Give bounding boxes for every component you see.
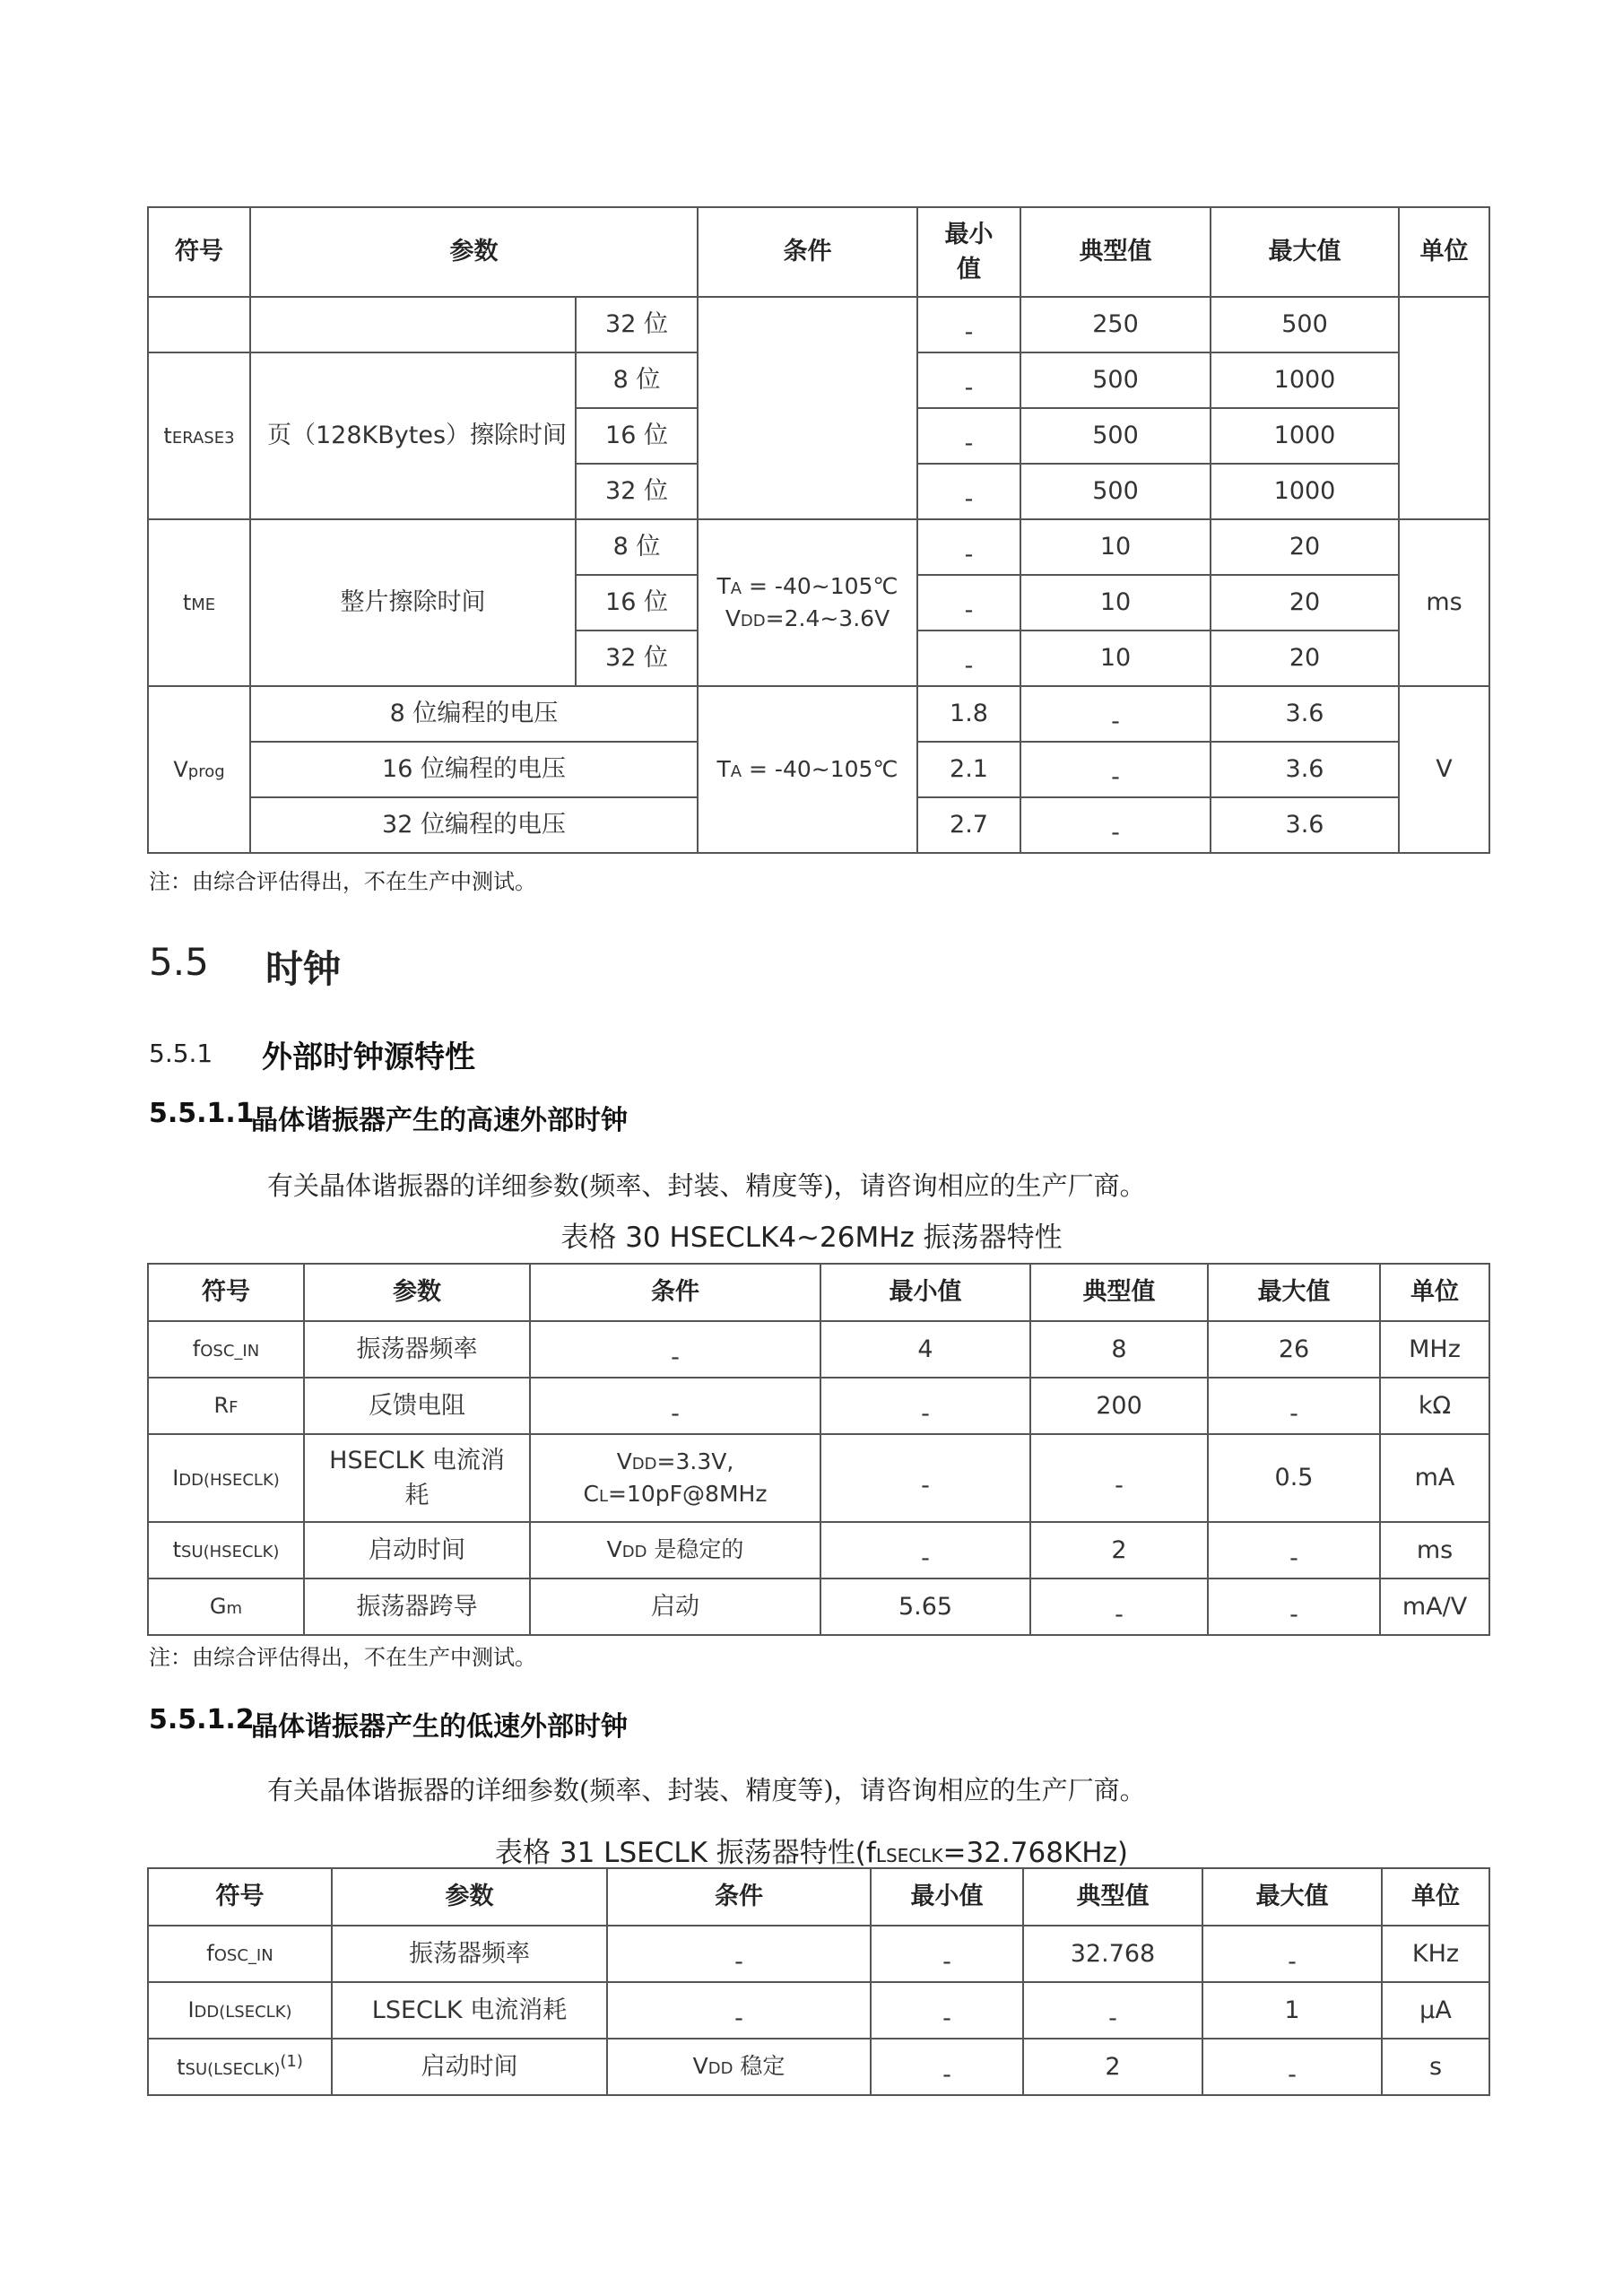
cond-cell: - (530, 1321, 820, 1378)
header-min: 最小值 (871, 1868, 1023, 1926)
min-cell: - (820, 1378, 1030, 1434)
typ-cell: 250 (1020, 297, 1211, 352)
typ-cell: 10 (1020, 575, 1211, 631)
max-cell: 1000 (1211, 352, 1399, 408)
typ-cell: 500 (1020, 408, 1211, 464)
max-cell: - (1202, 2039, 1382, 2095)
bits-cell: 8 位 (576, 352, 698, 408)
table-header-row (148, 207, 1489, 297)
param-cell: 振荡器跨导 (304, 1578, 530, 1635)
caption-table-31: 表格 31 LSECLK 振荡器特性(fLSECLK=32.768KHz) (495, 1837, 1128, 1869)
unit-v: V (1399, 686, 1489, 853)
param-cell: 16 位编程的电压 (250, 742, 698, 797)
symbol-cell: RF (148, 1378, 304, 1434)
symbol-cell: Gm (148, 1578, 304, 1635)
paragraph-1: 有关晶体谐振器的详细参数(频率、封装、精度等)，请咨询相应的生产厂商。 (267, 1170, 1146, 1201)
max-cell: 1 (1202, 1982, 1382, 2039)
cond-cell: - (530, 1378, 820, 1434)
unit-cell: KHz (1382, 1926, 1489, 1982)
max-cell: 3.6 (1211, 797, 1399, 853)
max-cell: - (1202, 1926, 1382, 1982)
cond-cell: - (607, 1926, 871, 1982)
table-row (148, 1982, 1489, 2039)
typ-cell: 10 (1020, 519, 1211, 575)
header-max: 最大值 (1211, 207, 1399, 297)
min-cell: - (820, 1434, 1030, 1522)
bits-cell: 8 位 (576, 519, 698, 575)
min-cell: - (917, 297, 1020, 352)
cond-cell: - (607, 1982, 871, 2039)
typ-cell: - (1020, 797, 1211, 853)
symbol-cell: fOSC_IN (148, 1321, 304, 1378)
cond-cell: VDD 是稳定的 (530, 1522, 820, 1578)
min-cell: - (917, 519, 1020, 575)
header-symbol: 符号 (148, 207, 250, 297)
typ-cell: 500 (1020, 464, 1211, 519)
header-unit: 单位 (1382, 1868, 1489, 1926)
header-max: 最大值 (1208, 1264, 1380, 1321)
typ-cell: 500 (1020, 352, 1211, 408)
cond-tme: TA = -40~105℃ VDD=2.4~3.6V (698, 519, 917, 686)
symbol-vprog: Vprog (148, 686, 250, 853)
param-cell: 振荡器频率 (304, 1321, 530, 1378)
max-cell: - (1208, 1378, 1380, 1434)
hseclk-table (147, 1263, 1490, 1636)
table-row (148, 1434, 1489, 1522)
unit-cell: MHz (1380, 1321, 1489, 1378)
param-cell: 反馈电阻 (304, 1378, 530, 1434)
header-max: 最大值 (1202, 1868, 1382, 1926)
bits-cell: 32 位 (576, 631, 698, 686)
paragraph-2: 有关晶体谐振器的详细参数(频率、封装、精度等)，请咨询相应的生产厂商。 (267, 1775, 1146, 1805)
max-cell: 20 (1211, 631, 1399, 686)
table-header-row (148, 1868, 1489, 1926)
header-typ: 典型值 (1023, 1868, 1202, 1926)
header-param: 参数 (304, 1264, 530, 1321)
table-row (148, 1522, 1489, 1578)
section-5-5-1-2-title: 晶体谐振器产生的低速外部时钟 (251, 1711, 628, 1743)
section-5-5-1-1-title: 晶体谐振器产生的高速外部时钟 (251, 1105, 628, 1136)
table-row (148, 1578, 1489, 1635)
max-cell: 3.6 (1211, 742, 1399, 797)
table-header-row (148, 1264, 1489, 1321)
note-2: 注：由综合评估得出，不在生产中测试。 (149, 1645, 536, 1670)
typ-cell: 32.768 (1023, 1926, 1202, 1982)
param-cell: HSECLK 电流消耗 (304, 1434, 530, 1522)
symbol-cell: IDD(LSECLK) (148, 1982, 332, 2039)
header-param: 参数 (250, 207, 698, 297)
param-cell (250, 297, 576, 352)
min-cell: - (871, 2039, 1023, 2095)
bits-cell: 16 位 (576, 408, 698, 464)
section-5-5-num: 5.5 (149, 940, 209, 984)
header-min: 最小值 (820, 1264, 1030, 1321)
param-cell: 32 位编程的电压 (250, 797, 698, 853)
min-cell: - (917, 575, 1020, 631)
min-cell: 5.65 (820, 1578, 1030, 1635)
symbol-tme: tME (148, 519, 250, 686)
min-cell: - (820, 1522, 1030, 1578)
cond-cell (698, 297, 917, 519)
table-row (148, 686, 1489, 742)
header-symbol: 符号 (148, 1868, 332, 1926)
symbol-cell: fOSC_IN (148, 1926, 332, 1982)
typ-cell: 2 (1023, 2039, 1202, 2095)
max-cell: 0.5 (1208, 1434, 1380, 1522)
header-cond: 条件 (698, 207, 917, 297)
symbol-cell (148, 297, 250, 352)
max-cell: 500 (1211, 297, 1399, 352)
cond-vprog: TA = -40~105℃ (698, 686, 917, 853)
note-1: 注：由综合评估得出，不在生产中测试。 (149, 869, 536, 894)
symbol-terase3: tERASE3 (148, 352, 250, 519)
min-cell: - (917, 408, 1020, 464)
unit-cell: ms (1380, 1522, 1489, 1578)
table-row (148, 2039, 1489, 2095)
table-row (148, 1321, 1489, 1378)
max-cell: - (1208, 1522, 1380, 1578)
section-5-5-title: 时钟 (265, 947, 342, 991)
typ-cell: 2 (1030, 1522, 1208, 1578)
header-param: 参数 (332, 1868, 607, 1926)
lseclk-table (147, 1867, 1490, 2096)
unit-cell: mA (1380, 1434, 1489, 1522)
param-cell: 8 位编程的电压 (250, 686, 698, 742)
symbol-cell: tSU(HSECLK) (148, 1522, 304, 1578)
header-symbol: 符号 (148, 1264, 304, 1321)
table-row (148, 297, 1489, 352)
unit-cell: mA/V (1380, 1578, 1489, 1635)
max-cell: - (1208, 1578, 1380, 1635)
unit-cell: μA (1382, 1982, 1489, 2039)
section-5-5-1-num: 5.5.1 (149, 1039, 213, 1068)
unit-ms: ms (1399, 519, 1489, 686)
unit-cell: kΩ (1380, 1378, 1489, 1434)
symbol-cell: tSU(LSECLK)$^{(1)}$ (148, 2039, 332, 2095)
param-cell: 振荡器频率 (332, 1926, 607, 1982)
header-cond: 条件 (607, 1868, 871, 1926)
max-cell: 3.6 (1211, 686, 1399, 742)
header-min: 最小 值 (917, 207, 1020, 297)
min-cell: - (917, 464, 1020, 519)
typ-cell: - (1020, 686, 1211, 742)
param-cell: LSECLK 电流消耗 (332, 1982, 607, 2039)
section-5-5-1-title: 外部时钟源特性 (262, 1039, 475, 1075)
header-unit: 单位 (1399, 207, 1489, 297)
symbol-cell: IDD(HSECLK) (148, 1434, 304, 1522)
unit-cell: s (1382, 2039, 1489, 2095)
param-cell: 启动时间 (304, 1522, 530, 1578)
table-row (148, 519, 1489, 575)
typ-cell: - (1030, 1578, 1208, 1635)
table-row (148, 1926, 1489, 1982)
header-cond: 条件 (530, 1264, 820, 1321)
cond-cell: VDD 稳定 (607, 2039, 871, 2095)
typ-cell: 8 (1030, 1321, 1208, 1378)
min-cell: - (917, 352, 1020, 408)
min-cell: - (917, 631, 1020, 686)
section-5-5-1-1-num: 5.5.1.1 (149, 1098, 255, 1129)
header-typ: 典型值 (1020, 207, 1211, 297)
bits-cell: 32 位 (576, 297, 698, 352)
min-cell: - (871, 1982, 1023, 2039)
unit-cell (1399, 297, 1489, 519)
typ-cell: - (1030, 1434, 1208, 1522)
table-row (148, 1378, 1489, 1434)
section-5-5-1-2-num: 5.5.1.2 (149, 1704, 255, 1735)
max-cell: 1000 (1211, 464, 1399, 519)
cond-cell: 启动 (530, 1578, 820, 1635)
header-typ: 典型值 (1030, 1264, 1208, 1321)
param-terase3: 页（128KBytes）擦除时间 (250, 352, 576, 519)
min-cell: 2.1 (917, 742, 1020, 797)
bits-cell: 16 位 (576, 575, 698, 631)
min-cell: - (871, 1926, 1023, 1982)
header-unit: 单位 (1380, 1264, 1489, 1321)
max-cell: 1000 (1211, 408, 1399, 464)
typ-cell: - (1020, 742, 1211, 797)
min-cell: 4 (820, 1321, 1030, 1378)
erase-timing-table (147, 206, 1490, 854)
typ-cell: - (1023, 1982, 1202, 2039)
max-cell: 20 (1211, 575, 1399, 631)
min-cell: 1.8 (917, 686, 1020, 742)
param-tme: 整片擦除时间 (250, 519, 576, 686)
param-cell: 启动时间 (332, 2039, 607, 2095)
typ-cell: 10 (1020, 631, 1211, 686)
typ-cell: 200 (1030, 1378, 1208, 1434)
caption-table-30: 表格 30 HSECLK4~26MHz 振荡器特性 (560, 1222, 1063, 1254)
max-cell: 20 (1211, 519, 1399, 575)
cond-cell: VDD=3.3V, CL=10pF@8MHz (530, 1434, 820, 1522)
bits-cell: 32 位 (576, 464, 698, 519)
max-cell: 26 (1208, 1321, 1380, 1378)
min-cell: 2.7 (917, 797, 1020, 853)
